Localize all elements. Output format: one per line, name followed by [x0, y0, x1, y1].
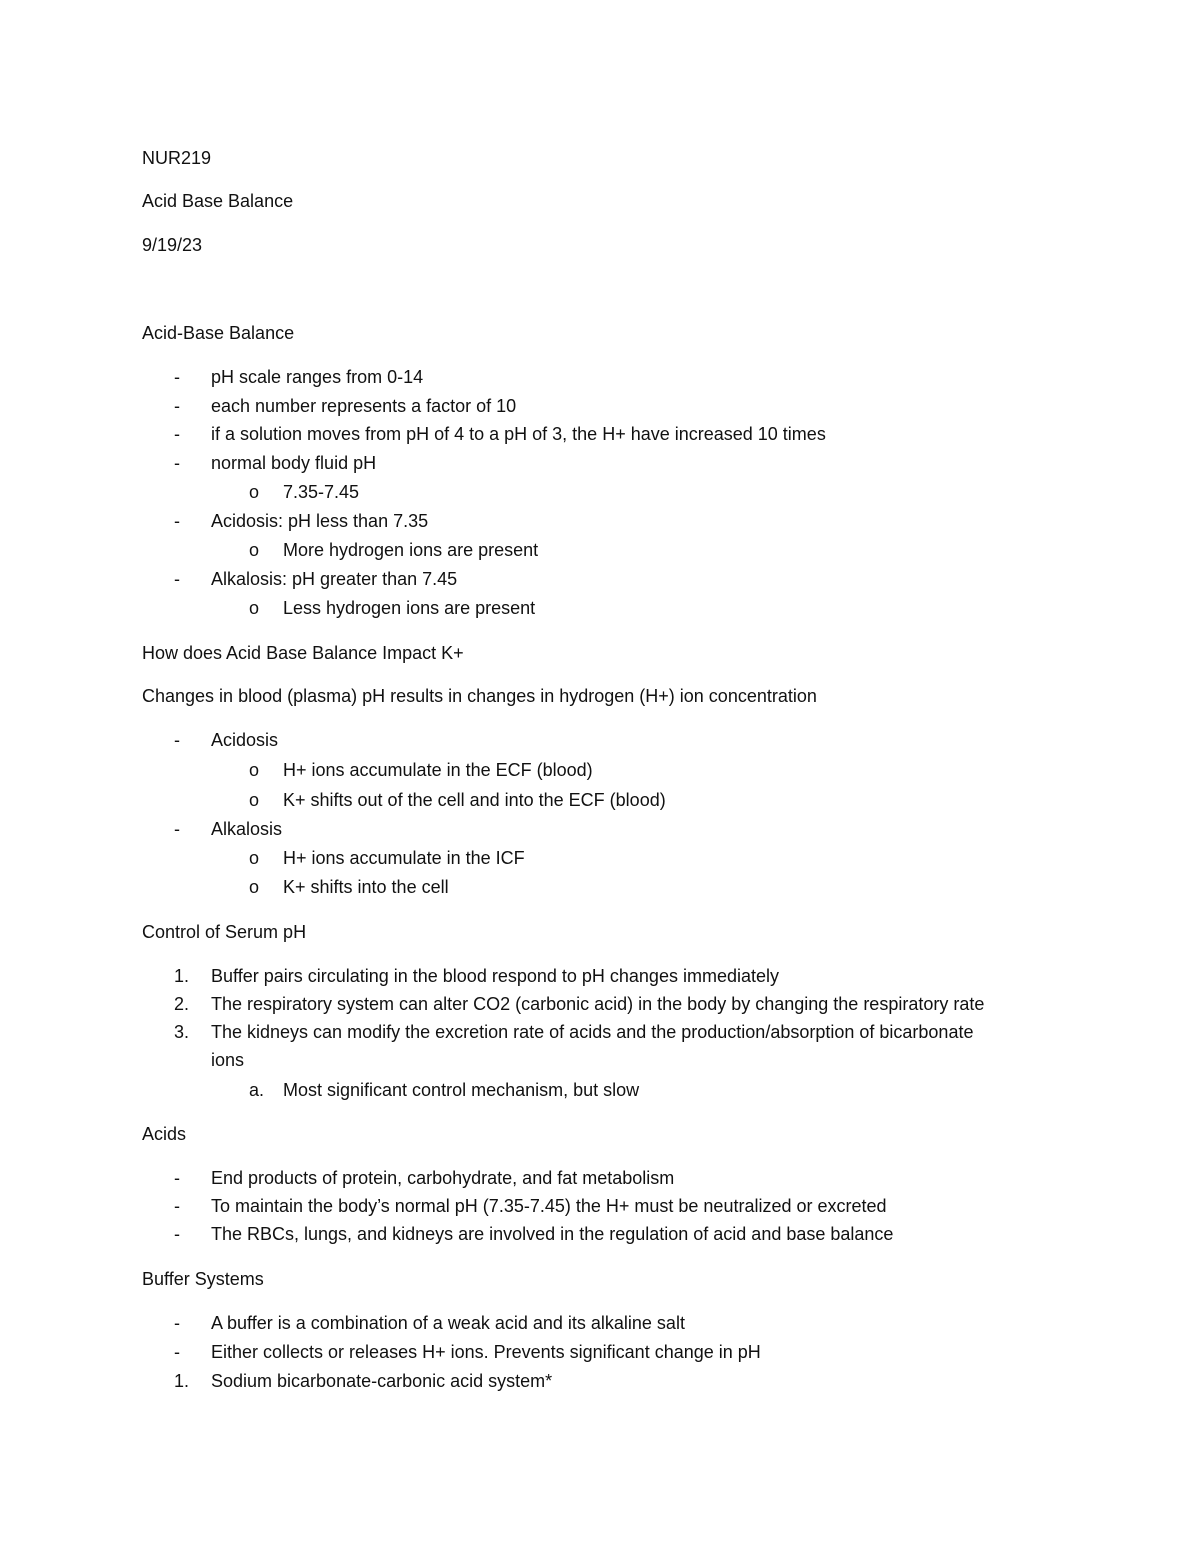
list-item: pH scale ranges from 0-14 [211, 367, 424, 387]
sub-list-item: K+ shifts into the cell [283, 877, 449, 897]
section-intro: Changes in blood (plasma) pH results in changes in hydrogen (H+) ion concentration [142, 686, 817, 706]
section-heading-acids: Acids [142, 1124, 187, 1144]
dash-bullet: - [174, 569, 180, 589]
sub-list-item: H+ ions accumulate in the ICF [283, 848, 525, 868]
circle-bullet: o [249, 598, 260, 618]
document-title: Acid Base Balance [142, 191, 294, 211]
list-item: Alkalosis [211, 819, 283, 839]
circle-bullet: o [249, 848, 260, 868]
dash-bullet: - [174, 1224, 180, 1244]
dash-bullet: - [174, 1313, 180, 1333]
dash-bullet: - [174, 1168, 180, 1188]
sub-list-item: K+ shifts out of the cell and into the ECF (blood) [283, 790, 666, 810]
list-item: The RBCs, lungs, and kidneys are involved in the regulation of acid and base balance [211, 1224, 894, 1244]
dash-bullet: - [174, 730, 180, 750]
numbered-item-continuation: ions [211, 1050, 245, 1070]
list-number: 1. [174, 1371, 190, 1391]
list-letter: a. [249, 1080, 265, 1100]
circle-bullet: o [249, 540, 260, 560]
list-item: if a solution moves from pH of 4 to a pH of 3, the H+ have increased 10 times [211, 424, 826, 444]
list-item: A buffer is a combination of a weak acid and its alkaline salt [211, 1313, 685, 1333]
circle-bullet: o [249, 482, 260, 502]
sub-list-item: More hydrogen ions are present [283, 540, 539, 560]
numbered-item: Sodium bicarbonate-carbonic acid system* [211, 1371, 553, 1391]
circle-bullet: o [249, 877, 260, 897]
dash-bullet: - [174, 819, 180, 839]
list-number: 2. [174, 994, 190, 1014]
list-item: Either collects or releases H+ ions. Prevents significant change in pH [211, 1342, 761, 1362]
numbered-item: The kidneys can modify the excretion rate of acids and the production/absorption of bicarbonate [211, 1022, 974, 1042]
sub-list-item: Less hydrogen ions are present [283, 598, 536, 618]
document-date: 9/19/23 [142, 235, 203, 255]
list-item: Acidosis: pH less than 7.35 [211, 511, 429, 531]
dash-bullet: - [174, 396, 180, 416]
dash-bullet: - [174, 511, 180, 531]
list-number: 1. [174, 966, 190, 986]
numbered-item: Buffer pairs circulating in the blood respond to pH changes immediately [211, 966, 779, 986]
circle-bullet: o [249, 760, 260, 780]
section-heading-control: Control of Serum pH [142, 922, 307, 942]
list-item: each number represents a factor of 10 [211, 396, 517, 416]
dash-bullet: - [174, 1196, 180, 1216]
sub-list-item: H+ ions accumulate in the ECF (blood) [283, 760, 593, 780]
numbered-item: The respiratory system can alter CO2 (carbonic acid) in the body by changing the respiratory rate [211, 994, 985, 1014]
list-item: normal body fluid pH [211, 453, 377, 473]
circle-bullet: o [249, 790, 260, 810]
list-item: End products of protein, carbohydrate, and fat metabolism [211, 1168, 675, 1188]
list-item: Acidosis [211, 730, 279, 750]
section-heading-impact-k: How does Acid Base Balance Impact K+ [142, 643, 464, 663]
dash-bullet: - [174, 367, 180, 387]
list-item: Alkalosis: pH greater than 7.45 [211, 569, 458, 589]
dash-bullet: - [174, 424, 180, 444]
sub-list-item: 7.35-7.45 [283, 482, 360, 502]
section-heading-acid-base: Acid-Base Balance [142, 323, 295, 343]
section-heading-buffers: Buffer Systems [142, 1269, 264, 1289]
dash-bullet: - [174, 1342, 180, 1362]
list-item: To maintain the body’s normal pH (7.35-7.45) the H+ must be neutralized or excreted [211, 1196, 887, 1216]
dash-bullet: - [174, 453, 180, 473]
lettered-item: Most significant control mechanism, but slow [283, 1080, 640, 1100]
list-number: 3. [174, 1022, 190, 1042]
course-code: NUR219 [142, 148, 212, 168]
